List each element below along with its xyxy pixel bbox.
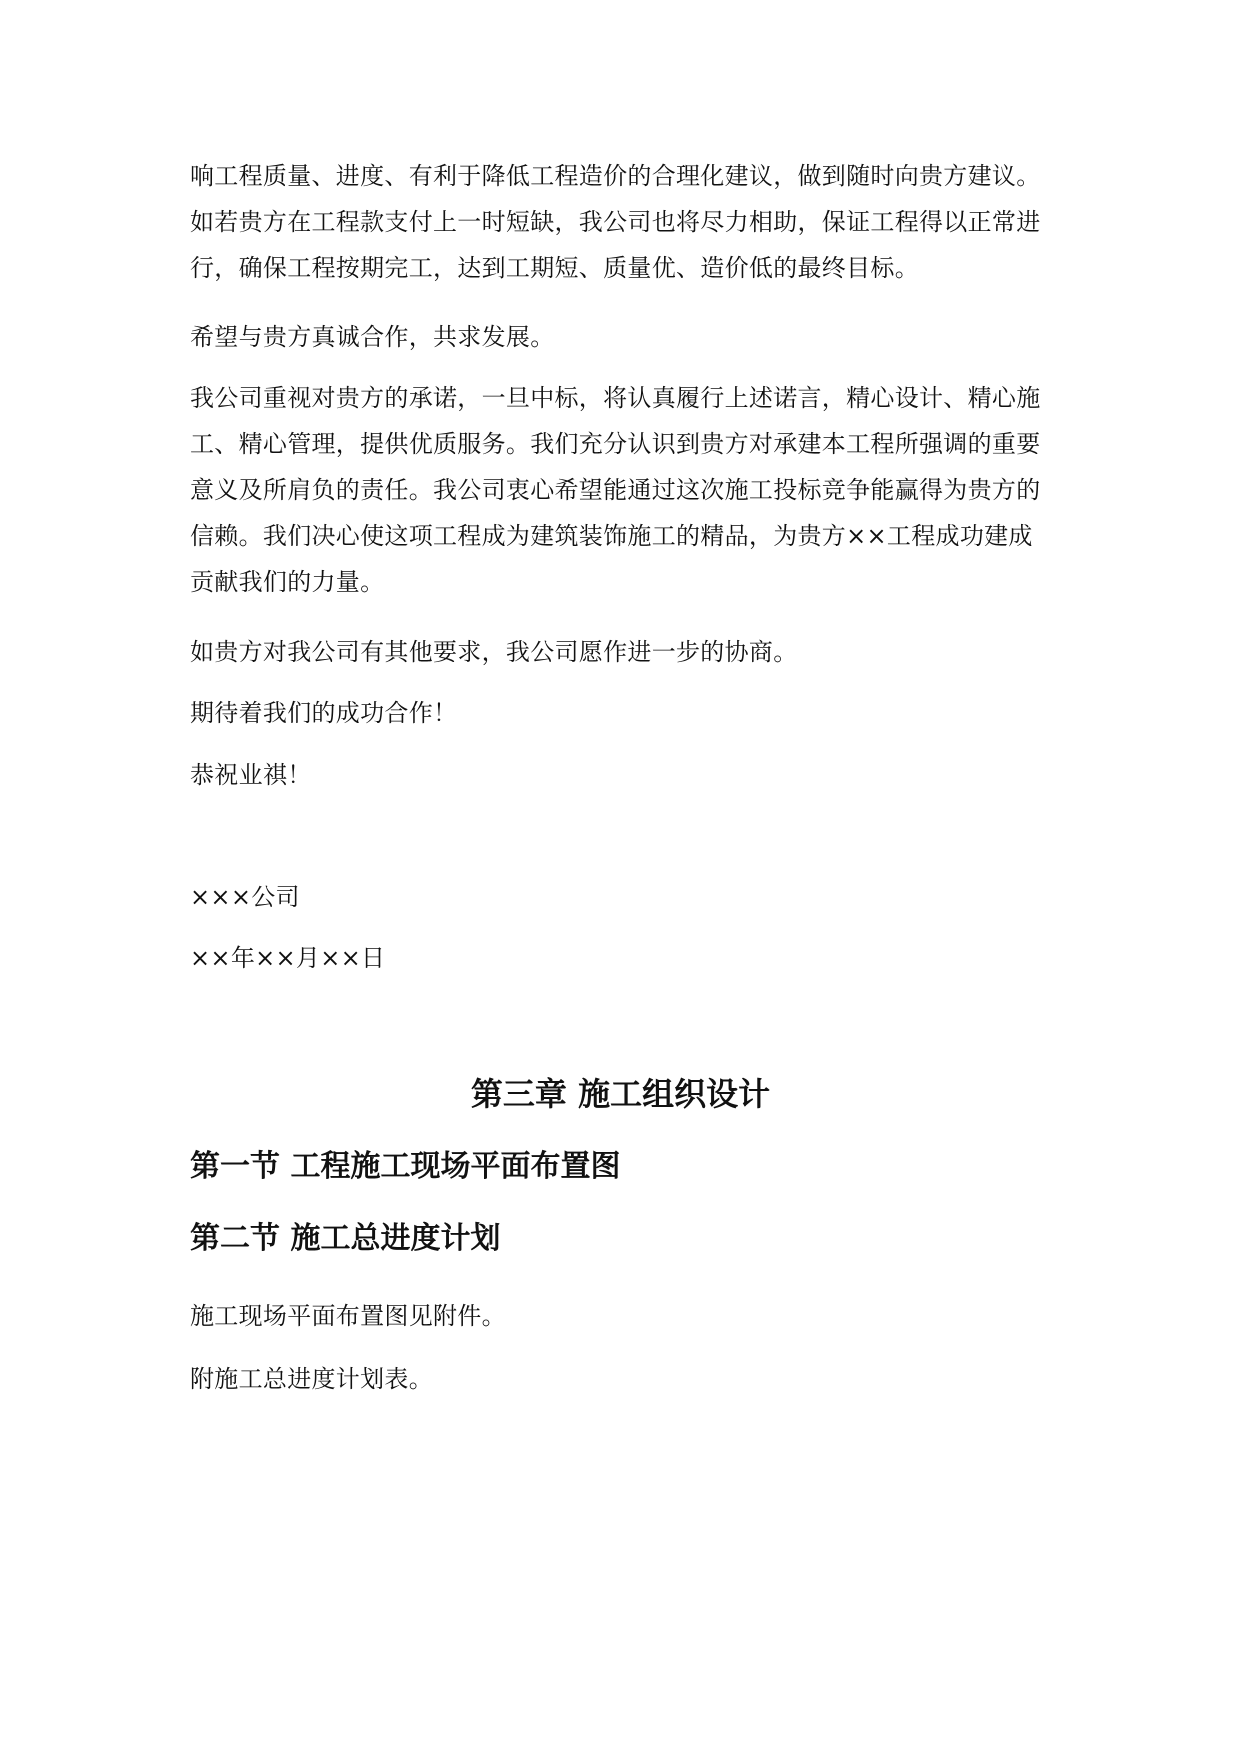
signature-date bbox=[190, 935, 1062, 981]
paragraph-line: 工、精心管理，提供优质服务。我们充分认识到贵方对承建本工程所强调的重要 bbox=[190, 430, 1041, 458]
paragraph-line: 希望与贵方真诚合作，共求发展。 bbox=[190, 323, 555, 351]
paragraph-commitment bbox=[190, 375, 1062, 605]
paragraph-line: 行，确保工程按期完工，达到工期短、质量优、造价低的最终目标。 bbox=[190, 254, 919, 282]
paragraph-layout-attachment bbox=[190, 1293, 1062, 1339]
paragraph-line: 响工程质量、进度、有利于降低工程造价的合理化建议，做到随时向贵方建议。 bbox=[190, 162, 1041, 190]
paragraph-further-requests bbox=[190, 629, 1062, 675]
paragraph-looking-forward bbox=[190, 690, 1062, 736]
section-title-site-layout: 第一节 工程施工现场平面布置图 bbox=[190, 1149, 621, 1184]
paragraph-cooperation bbox=[190, 314, 1062, 360]
paragraph-schedule-attachment bbox=[190, 1356, 1062, 1402]
paragraph-line: 意义及所肩负的责任。我公司衷心希望能通过这次施工投标竞争能赢得为贵方的 bbox=[190, 476, 1041, 504]
chapter-title: 第三章 施工组织设计 bbox=[470, 1075, 771, 1113]
paragraph-line: 如贵方对我公司有其他要求，我公司愿作进一步的协商。 bbox=[190, 638, 798, 666]
paragraph-line: 如若贵方在工程款支付上一时短缺，我公司也将尽力相助，保证工程得以正常进 bbox=[190, 208, 1041, 236]
paragraph-line: 恭祝业祺！ bbox=[190, 761, 312, 789]
signature-company bbox=[190, 874, 1062, 920]
paragraph-line: 我公司重视对贵方的承诺，一旦中标，将认真履行上述诺言，精心设计、精心施 bbox=[190, 384, 1041, 412]
paragraph-line: 期待着我们的成功合作！ bbox=[190, 699, 458, 727]
paragraph-line: 施工现场平面布置图见附件。 bbox=[190, 1302, 506, 1330]
signature-company-text: ×××公司 bbox=[190, 883, 300, 911]
paragraph-suggestions bbox=[190, 153, 1062, 291]
paragraph-greeting bbox=[190, 752, 1062, 798]
paragraph-line: 附施工总进度计划表。 bbox=[190, 1365, 433, 1393]
paragraph-line: 信赖。我们决心使这项工程成为建筑装饰施工的精品，为贵方××工程成功建成 bbox=[190, 522, 1033, 550]
signature-date-text: ××年××月××日 bbox=[190, 944, 386, 972]
section-title-schedule: 第二节 施工总进度计划 bbox=[190, 1221, 501, 1256]
paragraph-line: 贡献我们的力量。 bbox=[190, 568, 385, 596]
